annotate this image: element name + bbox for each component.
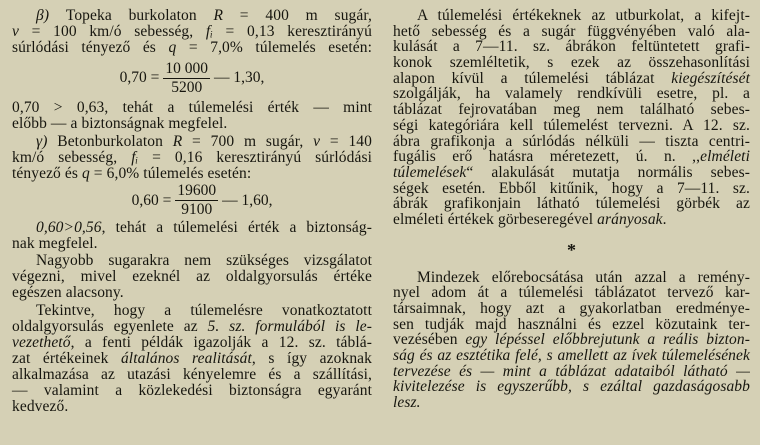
text-segment: alapon kívül a túlemelési táblázat <box>393 69 672 87</box>
text-segment: = 0,13 keresztirányú <box>212 23 373 40</box>
text-segment: oldalgyorsulás egyenlete az <box>12 317 208 335</box>
text-line <box>393 102 750 118</box>
text-segment: = 140 <box>320 132 372 150</box>
text-segment: tényező és <box>12 164 82 182</box>
text-line <box>393 71 750 87</box>
text-line <box>12 399 372 415</box>
text-segment: ábrák grafikonjain látható túlemelési görbék az <box>393 195 750 213</box>
italic-text: lesz. <box>393 394 421 412</box>
text-line <box>12 383 372 399</box>
text-segment: A túlemelési értékeknek az utburkolat, a kifejt- <box>417 7 750 24</box>
formula-rhs: — 1,30, <box>214 69 265 86</box>
italic-text: q <box>81 164 90 182</box>
text-line <box>393 348 750 364</box>
section-separator-asterisk: * <box>567 239 576 260</box>
text-segment: = 400 m sugár, <box>223 7 372 24</box>
text-line <box>393 364 750 380</box>
italic-text: ság és az esztétika felé, s amellett az ívek túlemelésének <box>393 347 750 365</box>
italic-text: 5. sz. formulából is le- <box>207 317 372 335</box>
text-line <box>12 220 372 236</box>
text-segment: ségek esetén. Ebből kitűnik, hogy a 7—11. sz. <box>393 179 750 197</box>
text-line <box>393 301 750 317</box>
text-segment: — valamint a közlekedési biztonságra egyaránt <box>12 381 372 399</box>
text-segment: , tehát a túlemelési érték a biztonság- <box>101 218 372 236</box>
text-line <box>393 39 750 55</box>
text-line <box>393 196 750 212</box>
text-line <box>12 236 372 252</box>
formula-rhs: — 1,60, <box>222 191 273 209</box>
text-line <box>12 335 372 351</box>
text-line <box>12 319 372 335</box>
text-line <box>393 118 750 134</box>
text-segment: nyel adom át a túlemelési táblázatot tervező kar- <box>393 284 750 302</box>
text-line <box>393 149 750 165</box>
text-line <box>393 181 750 197</box>
text-segment: , s így azoknak <box>251 349 373 367</box>
text-line <box>12 285 372 301</box>
italic-text: v <box>313 132 321 150</box>
right-column <box>393 8 750 411</box>
text-segment: Betonburkolaton <box>47 132 173 150</box>
text-line <box>12 351 372 367</box>
text-line <box>393 317 750 333</box>
italic-text: egy lépéssel előbbrejutunk a reális bizton- <box>465 331 750 349</box>
text-segment: elméleti értékek görbeseregével <box>393 210 598 228</box>
text-segment: zat értékeinek <box>12 349 121 367</box>
text-segment: egészen alacsony. <box>12 284 124 301</box>
text-segment: előbb — a biztonságnak megfelel. <box>12 115 228 132</box>
text-segment: Nagyobb sugarakra nem szükséges vizsgálatot <box>36 252 372 269</box>
text-segment: Tekintve, hogy a túlemelésre vonatkoztatott <box>36 301 372 319</box>
italic-text: R <box>172 132 183 150</box>
text-segment: , a fenti példák igazolják a 12. sz. táblá- <box>70 333 372 351</box>
text-line <box>393 212 750 228</box>
italic-text: R <box>213 7 224 24</box>
italic-text: γ) <box>36 132 48 150</box>
text-line <box>12 116 372 132</box>
text-segment: 0,70 > 0,63, tehát a túlemelési érték — mint <box>12 99 372 116</box>
text-segment: . <box>662 210 667 228</box>
text-segment: nak megfelel. <box>12 234 98 252</box>
italic-text: kiegészítését <box>671 69 750 87</box>
text-line <box>393 332 750 348</box>
text-segment: vezésében <box>393 331 466 349</box>
text-segment: kedvező. <box>12 397 69 415</box>
italic-text: elméleti <box>700 148 750 166</box>
text-line <box>393 165 750 181</box>
text-segment: km/ó sebesség, <box>12 148 132 166</box>
text-line <box>12 253 372 269</box>
text-line <box>393 379 750 395</box>
fraction-denominator: 9100 <box>181 201 213 218</box>
italic-text: v <box>12 23 19 40</box>
text-segment: alkalmazása az utazási kényelemre és a szállítási, <box>12 365 372 383</box>
text-segment: Mindezek előrebocsátása után azzal a remény- <box>417 268 750 286</box>
italic-text: β) <box>36 7 50 24</box>
text-segment: végezni, mivel ezeknél az oldalgyorsulás értéke <box>12 268 372 285</box>
text-segment: = 0,16 keresztirányú súrlódási <box>138 148 372 166</box>
text-line <box>393 8 750 24</box>
italic-text: fᵢ <box>131 148 139 166</box>
italic-text: tervezése és — mint a táblázat adataiból látható — <box>393 362 750 380</box>
text-line <box>12 303 372 319</box>
text-segment: hető sebesség és a sugár függvényében való ala- <box>393 22 750 40</box>
text-line <box>12 24 372 40</box>
fraction <box>163 60 210 97</box>
text-line <box>393 395 750 411</box>
text-segment: társaimnak, hogy azt a gyakorlatban eredménye- <box>393 300 750 317</box>
text-segment: “ alakulását mutatja normális sebes- <box>466 163 750 181</box>
text-line <box>12 8 372 24</box>
text-line <box>12 166 372 182</box>
text-segment: = 100 km/ó sebesség, <box>18 23 206 40</box>
text-line <box>393 270 750 286</box>
text-segment: táblázat fejrovatában meg nem található sebes- <box>393 101 750 119</box>
text-line <box>393 285 750 301</box>
italic-text: vezethető <box>12 333 71 351</box>
italic-text: túlemelések <box>393 163 467 181</box>
left-column <box>12 8 372 415</box>
formula-lhs: 0,70 = <box>119 69 160 86</box>
fraction-numerator: 19600 <box>177 182 217 199</box>
text-line <box>12 367 372 383</box>
text-line <box>393 24 750 40</box>
text-segment: szolgálják, ha valamely rendkívüli esetre, pl. a <box>393 85 750 103</box>
italic-text: arányosak <box>597 210 663 228</box>
text-line <box>393 55 750 71</box>
text-segment: súrlódási tényező és <box>12 39 169 56</box>
formula <box>32 182 372 220</box>
fraction-denominator: 5200 <box>171 78 203 96</box>
text-line <box>12 40 372 56</box>
text-line <box>393 86 750 102</box>
text-segment: sen tudják majd használni és ezzel közutaink ter- <box>393 315 750 333</box>
formula <box>12 56 372 100</box>
italic-text: fᵢ <box>205 23 213 40</box>
text-line <box>12 269 372 285</box>
text-line <box>393 134 750 150</box>
formula-lhs: 0,60 = <box>131 191 172 209</box>
text-segment: = 700 m sugár, <box>182 132 314 150</box>
italic-text: 0,60>0,56 <box>36 218 102 236</box>
text-segment: fugális erő hatásra méretezett, ú. n. ,, <box>393 148 701 166</box>
text-segment: = 7,0% túlemelés esetén: <box>176 39 372 56</box>
text-segment: kulását a 7—11. sz. ábrákon feltüntetett grafi- <box>393 38 750 56</box>
text-segment: = 6,0% túlemelés esetén: <box>89 164 252 182</box>
text-line <box>12 150 372 166</box>
fraction-numerator: 10 000 <box>165 59 208 77</box>
italic-text: kivitelezése is egyszerűbb, s ezáltal gazdaságosabb <box>393 378 750 396</box>
text-line <box>12 134 372 150</box>
italic-text: általános realitását <box>120 349 252 367</box>
text-segment: konok szemléltetik, s ezek az összehasonlítási <box>393 54 750 72</box>
text-line <box>12 100 372 116</box>
text-segment: Topeka burkolaton <box>49 7 214 24</box>
text-segment: ségi kategóriára kell túlemelést tervezni. A 12. sz. <box>393 116 750 134</box>
text-segment: ábra grafikonja a súrlódás nélküli — tiszta centri- <box>393 132 750 150</box>
fraction <box>175 182 218 219</box>
italic-text: q <box>168 39 177 56</box>
